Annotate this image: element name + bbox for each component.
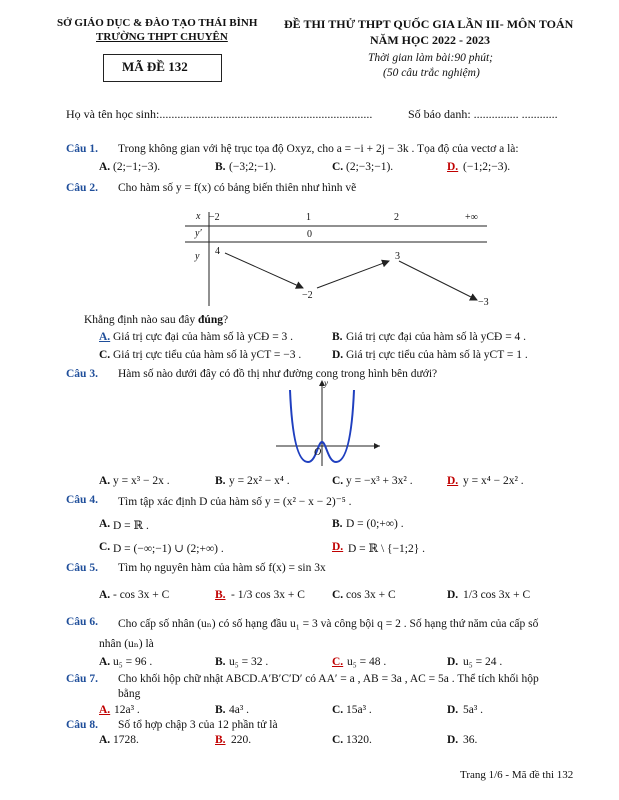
- q1-option-c-key[interactable]: C.: [332, 161, 344, 173]
- q4-option-b[interactable]: D = (0;+∞) .: [346, 518, 404, 530]
- q5-option-a-key[interactable]: A.: [99, 589, 111, 601]
- q3-option-b-key[interactable]: B.: [215, 475, 226, 487]
- q6-option-a[interactable]: u₅ = 96 .: [113, 656, 153, 668]
- school-name: TRƯỜNG THPT CHUYÊN: [96, 31, 228, 43]
- student-id-line: Số báo danh: ............... ............: [408, 107, 558, 121]
- q6-option-c[interactable]: u₅ = 48 .: [347, 656, 387, 668]
- q1-option-c[interactable]: (2;−3;−1).: [346, 161, 394, 173]
- q3-option-c-key[interactable]: C.: [332, 475, 344, 487]
- variation-table: [185, 208, 491, 308]
- q3-option-d-key[interactable]: D.: [447, 475, 459, 487]
- q3-option-a-key[interactable]: A.: [99, 475, 111, 487]
- table-y-minus2: −2: [302, 290, 313, 301]
- q7-option-c-key[interactable]: C.: [332, 704, 344, 716]
- dept-name: SỞ GIÁO DỤC & ĐÀO TẠO THÁI BÌNH: [57, 17, 258, 29]
- q7-option-c[interactable]: 15a³ .: [346, 704, 372, 716]
- q8-option-c[interactable]: 1320.: [346, 734, 372, 746]
- exam-code: MÃ ĐỀ 132: [122, 59, 188, 74]
- q7-text-line2: bằng: [118, 688, 141, 700]
- table-x-minus2: −2: [209, 212, 220, 223]
- q2-option-b[interactable]: Giá trị cực đại của hàm số là yCĐ = 4 .: [346, 331, 527, 343]
- table-y-label: y: [195, 251, 200, 262]
- q8-text: Số tổ hợp chập 3 của 12 phần tử là: [118, 719, 278, 731]
- q2-option-a[interactable]: Giá trị cực đại của hàm số là yCĐ = 3 .: [113, 331, 294, 343]
- q3-y-axis-label: y: [324, 378, 328, 388]
- q2-option-d[interactable]: Giá trị cực tiểu của hàm số là yCT = 1 .: [346, 349, 528, 361]
- q3-graph: [272, 378, 384, 468]
- q7-text: Cho khối hộp chữ nhật ABCD.A′B′C′D′ có AA′ = a , AB = 3a , AC = 5a . Thể tích khối hộp: [118, 673, 539, 685]
- q4-option-b-key[interactable]: B.: [332, 518, 343, 530]
- q7-option-d[interactable]: 5a³ .: [463, 704, 484, 716]
- q7-option-b[interactable]: 4a³ .: [229, 704, 250, 716]
- q8-option-c-key[interactable]: C.: [332, 734, 344, 746]
- table-x-inf: +∞: [465, 212, 478, 223]
- exam-year: NĂM HỌC 2022 - 2023: [370, 33, 490, 47]
- q2-option-c-key[interactable]: C.: [99, 349, 111, 361]
- q5-option-d-key[interactable]: D.: [447, 589, 459, 601]
- q7-option-b-key[interactable]: B.: [215, 704, 226, 716]
- q6-option-c-key[interactable]: C.: [332, 656, 344, 668]
- q3-option-d[interactable]: y = x⁴ − 2x² .: [463, 475, 524, 487]
- table-y-3: 3: [395, 251, 400, 262]
- q8-option-a[interactable]: 1728.: [113, 734, 139, 746]
- q6-option-b-key[interactable]: B.: [215, 656, 226, 668]
- q1-option-a-key[interactable]: A.: [99, 161, 111, 173]
- q8-option-d-key[interactable]: D.: [447, 734, 459, 746]
- table-x-2: 2: [394, 212, 399, 223]
- q3-option-b[interactable]: y = 2x² − x⁴ .: [229, 475, 290, 487]
- q1-option-a[interactable]: (2;−1;−3).: [113, 161, 161, 173]
- exam-count: (50 câu trắc nghiệm): [383, 67, 480, 79]
- q2-prompt-post: ?: [222, 314, 229, 326]
- q5-option-d[interactable]: 1/3 cos 3x + C: [463, 589, 531, 601]
- q1-label: Câu 1.: [66, 143, 98, 155]
- q3-option-a[interactable]: y = x³ − 2x .: [113, 475, 170, 487]
- q5-text: Tìm họ nguyên hàm của hàm số f(x) = sin 3x: [118, 562, 326, 574]
- q2-prompt-pre: Khẳng định nào sau đây: [84, 314, 199, 326]
- table-y-4: 4: [215, 246, 220, 257]
- q2-option-c[interactable]: Giá trị cực tiểu của hàm số là yCT = −3 .: [113, 349, 302, 361]
- q8-label: Câu 8.: [66, 719, 98, 731]
- q8-option-d[interactable]: 36.: [463, 734, 478, 746]
- q4-label: Câu 4.: [66, 494, 98, 506]
- q3-graph-svg: [272, 378, 384, 468]
- table-y-minus3: −3: [478, 297, 489, 308]
- q4-option-d[interactable]: D = ℝ \ {−1;2} .: [348, 543, 426, 555]
- q6-label: Câu 6.: [66, 616, 98, 628]
- q7-option-a[interactable]: 12a³ .: [114, 704, 140, 716]
- q6-text: Cho cấp số nhân (uₙ) có số hạng đầu u₁ = 3 và công bội q = 2 . Số hạng thứ năm của cấp số: [118, 618, 539, 630]
- q4-option-c[interactable]: D = (−∞;−1) ∪ (2;+∞) .: [113, 543, 224, 555]
- variation-table-svg: [185, 208, 491, 308]
- q2-option-a-key[interactable]: A.: [99, 331, 111, 343]
- q5-option-b[interactable]: - 1/3 cos 3x + C: [231, 589, 305, 601]
- q2-prompt: [84, 314, 228, 326]
- q3-label: Câu 3.: [66, 368, 98, 380]
- q2-text: Cho hàm số y = f(x) có bảng biến thiên như hình vẽ: [118, 182, 357, 194]
- table-x-1: 1: [306, 212, 311, 223]
- q4-option-a-key[interactable]: A.: [99, 518, 111, 530]
- q6-option-d-key[interactable]: D.: [447, 656, 459, 668]
- q5-option-a[interactable]: - cos 3x + C: [113, 589, 170, 601]
- q2-prompt-bold: đúng: [198, 314, 223, 326]
- q6-option-b[interactable]: u₅ = 32 .: [229, 656, 269, 668]
- q8-option-b[interactable]: 220.: [231, 734, 252, 746]
- q4-option-c-key[interactable]: C.: [99, 541, 111, 553]
- exam-title: ĐỀ THI THỬ THPT QUỐC GIA LẦN III- MÔN TOÁN: [284, 17, 574, 31]
- q4-option-d-key[interactable]: D.: [332, 541, 344, 553]
- q6-option-a-key[interactable]: A.: [99, 656, 111, 668]
- q5-label: Câu 5.: [66, 562, 98, 574]
- exam-time: Thời gian làm bài:90 phút;: [368, 52, 493, 64]
- table-x-label: x: [196, 211, 201, 222]
- q5-option-b-key[interactable]: B.: [215, 589, 226, 601]
- q2-option-b-key[interactable]: B.: [332, 331, 343, 343]
- q4-text: Tìm tập xác định D của hàm số y = (x² − x − 2)⁻⁵ .: [118, 496, 352, 508]
- q8-option-b-key[interactable]: B.: [215, 734, 226, 746]
- q1-option-b-key[interactable]: B.: [215, 161, 226, 173]
- q1-option-b[interactable]: (−3;2;−1).: [229, 161, 277, 173]
- q2-option-d-key[interactable]: D.: [332, 349, 344, 361]
- q1-text: Trong không gian với hệ trục tọa độ Oxyz, cho a = −i + 2j − 3k . Tọa độ của vectơ a là:: [118, 143, 519, 155]
- q8-option-a-key[interactable]: A.: [99, 734, 111, 746]
- q7-label: Câu 7.: [66, 673, 98, 685]
- q7-option-d-key[interactable]: D.: [447, 704, 459, 716]
- q1-option-d[interactable]: (−1;2;−3).: [463, 161, 511, 173]
- q2-label: Câu 2.: [66, 182, 98, 194]
- student-name-line: Họ và tên học sinh:.......................................................................: [66, 107, 373, 121]
- q3-text: Hàm số nào dưới đây có đồ thị như đường cong trong hình bên dưới?: [118, 368, 438, 380]
- q5-option-c[interactable]: cos 3x + C: [346, 589, 396, 601]
- table-yp-zero: 0: [307, 229, 312, 240]
- q5-option-c-key[interactable]: C.: [332, 589, 344, 601]
- q6-option-d[interactable]: u₅ = 24 .: [463, 656, 503, 668]
- q3-origin-label: O: [314, 447, 322, 458]
- q6-text-line2: nhân (uₙ) là: [99, 638, 154, 650]
- q7-option-a-key[interactable]: A.: [99, 704, 111, 716]
- q3-option-c[interactable]: y = −x³ + 3x² .: [346, 475, 413, 487]
- q4-option-a[interactable]: D = ℝ .: [113, 520, 149, 532]
- page-footer: Trang 1/6 - Mã đề thi 132: [460, 769, 574, 781]
- q1-option-d-key[interactable]: D.: [447, 161, 459, 173]
- table-yp-label: y′: [195, 228, 202, 239]
